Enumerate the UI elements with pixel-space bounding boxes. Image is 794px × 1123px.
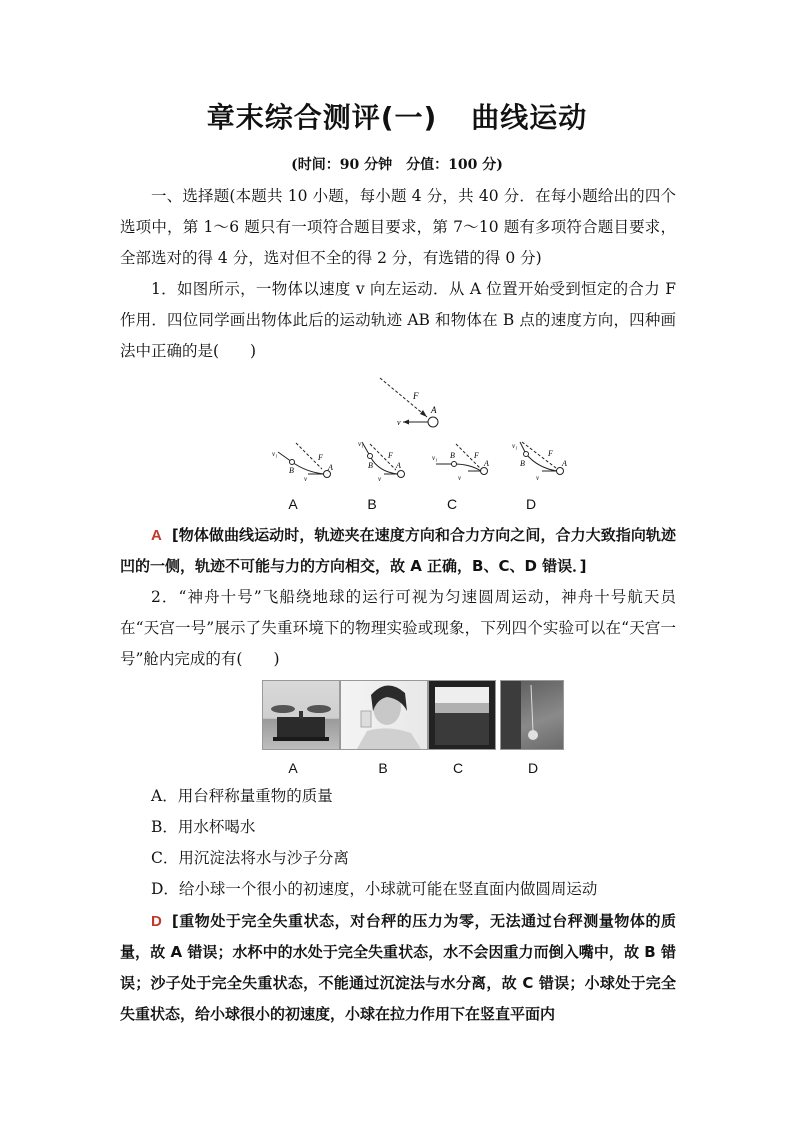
object-circle	[428, 417, 438, 427]
fig-label-c: C	[446, 496, 458, 512]
svg-text:B: B	[520, 459, 525, 468]
fig-label-d: D	[525, 496, 537, 512]
q1-answer-text: [物体做曲线运动时，轨迹夹在速度方向和合力方向之间，合力大致指向轨迹凹的一侧，轨迹不可能与力的方向相交，故 A 正确，B、C、D 错误．]	[120, 526, 676, 575]
photo-sediment-beaker	[428, 680, 496, 750]
option-a-figure	[272, 443, 333, 483]
svg-text:B: B	[450, 451, 455, 460]
svg-text:v₁: v₁	[358, 440, 364, 448]
section-intro: 一、选择题(本题共 10 小题，每小题 4 分，共 40 分．在每小题给出的四个选项中，第 1～6 题只有一项符合题目要求，第 7～10 题有多项符合题目要求，全部选对的得 4 分，选对但不全的得 2 分，有选错的得 0 分)	[120, 187, 676, 267]
force-dashed-arrow	[380, 378, 427, 417]
label-F: F	[413, 391, 419, 401]
svg-text:v₁: v₁	[512, 442, 518, 450]
option-c-figure	[432, 444, 489, 482]
fig-label-b: B	[367, 496, 377, 512]
q1-answer	[120, 520, 676, 582]
svg-text:F: F	[548, 449, 553, 458]
page-title	[0, 96, 794, 136]
svg-text:v: v	[304, 475, 308, 483]
svg-text:v: v	[536, 474, 540, 482]
svg-text:B: B	[289, 466, 294, 475]
svg-text:v: v	[378, 475, 382, 483]
q2-answer-text: [重物处于完全失重状态，对台秤的压力为零，无法通过台秤测量物体的质量，故 A 错误；水杯中的水处于完全失重状态，水不会因重力而倒入嘴中，故 B 错误；沙子处于完全失重状态，不能通过沉淀法与水分离，故 C 错误；小球处于完全失重状态，给小球很小的初速度，小球在拉力作用下在竖直平面内	[120, 912, 676, 1023]
option-b-figure	[358, 440, 405, 483]
photo-ball-on-string	[500, 680, 564, 750]
svg-text:v₁: v₁	[272, 450, 278, 458]
title-right: 曲线运动	[471, 101, 588, 134]
subtitle: (时间：90 分钟 分值：100 分)	[291, 157, 503, 173]
q2-photo-labels	[0, 760, 794, 780]
photo-balance-scale	[262, 680, 340, 750]
q2-option-a: A．用台秤称量重物的质量	[151, 787, 333, 805]
photo-label-d: D	[527, 760, 539, 776]
q1-option-figures	[268, 438, 578, 486]
svg-text:F: F	[474, 451, 479, 460]
svg-text:A: A	[484, 459, 489, 468]
q2-option-b: B．用水杯喝水	[151, 818, 256, 836]
q1-answer-letter: A	[151, 527, 162, 544]
option-d-figure	[512, 442, 567, 482]
q2-option-c: C．用沉淀法将水与沙子分离	[151, 849, 349, 867]
title-left: 章末综合测评(一)	[206, 101, 438, 134]
question-2-stem: 2．“神舟十号”飞船绕地球的运行可视为匀速圆周运动，神舟十号航天员在“天宫一号”展示了失重环境下的物理实验或现象，下列四个实验可以在“天宫一号”舱内完成的有( )	[120, 588, 676, 668]
svg-text:F: F	[388, 451, 393, 460]
svg-text:v₁: v₁	[432, 454, 438, 462]
svg-text:A: A	[328, 463, 333, 472]
photo-label-c: C	[452, 760, 464, 776]
q2-option-d: D．给小球一个很小的初速度，小球就可能在竖直面内做圆周运动	[151, 880, 598, 898]
q1-figure-labels	[0, 496, 794, 516]
q1-main-figure	[375, 373, 455, 433]
photo-label-b: B	[378, 760, 388, 776]
q2-answer	[120, 906, 676, 1030]
photo-label-a: A	[288, 760, 298, 776]
svg-text:v: v	[458, 474, 462, 482]
label-v: v	[397, 418, 401, 427]
question-1-stem: 1．如图所示，一物体以速度 v 向左运动．从 A 位置开始受到恒定的合力 F 作用．四位同学画出物体此后的运动轨迹 AB 和物体在 B 点的速度方向，四种画法中正确的是( )	[120, 280, 676, 360]
svg-text:A: A	[396, 461, 401, 470]
force-arrowhead	[420, 410, 427, 417]
svg-text:F: F	[318, 453, 323, 462]
photo-drinking-water	[340, 680, 428, 750]
svg-text:B: B	[368, 461, 373, 470]
label-A: A	[431, 405, 437, 415]
fig-label-a: A	[288, 496, 298, 512]
q2-answer-letter: D	[151, 913, 162, 930]
svg-text:A: A	[562, 459, 567, 468]
